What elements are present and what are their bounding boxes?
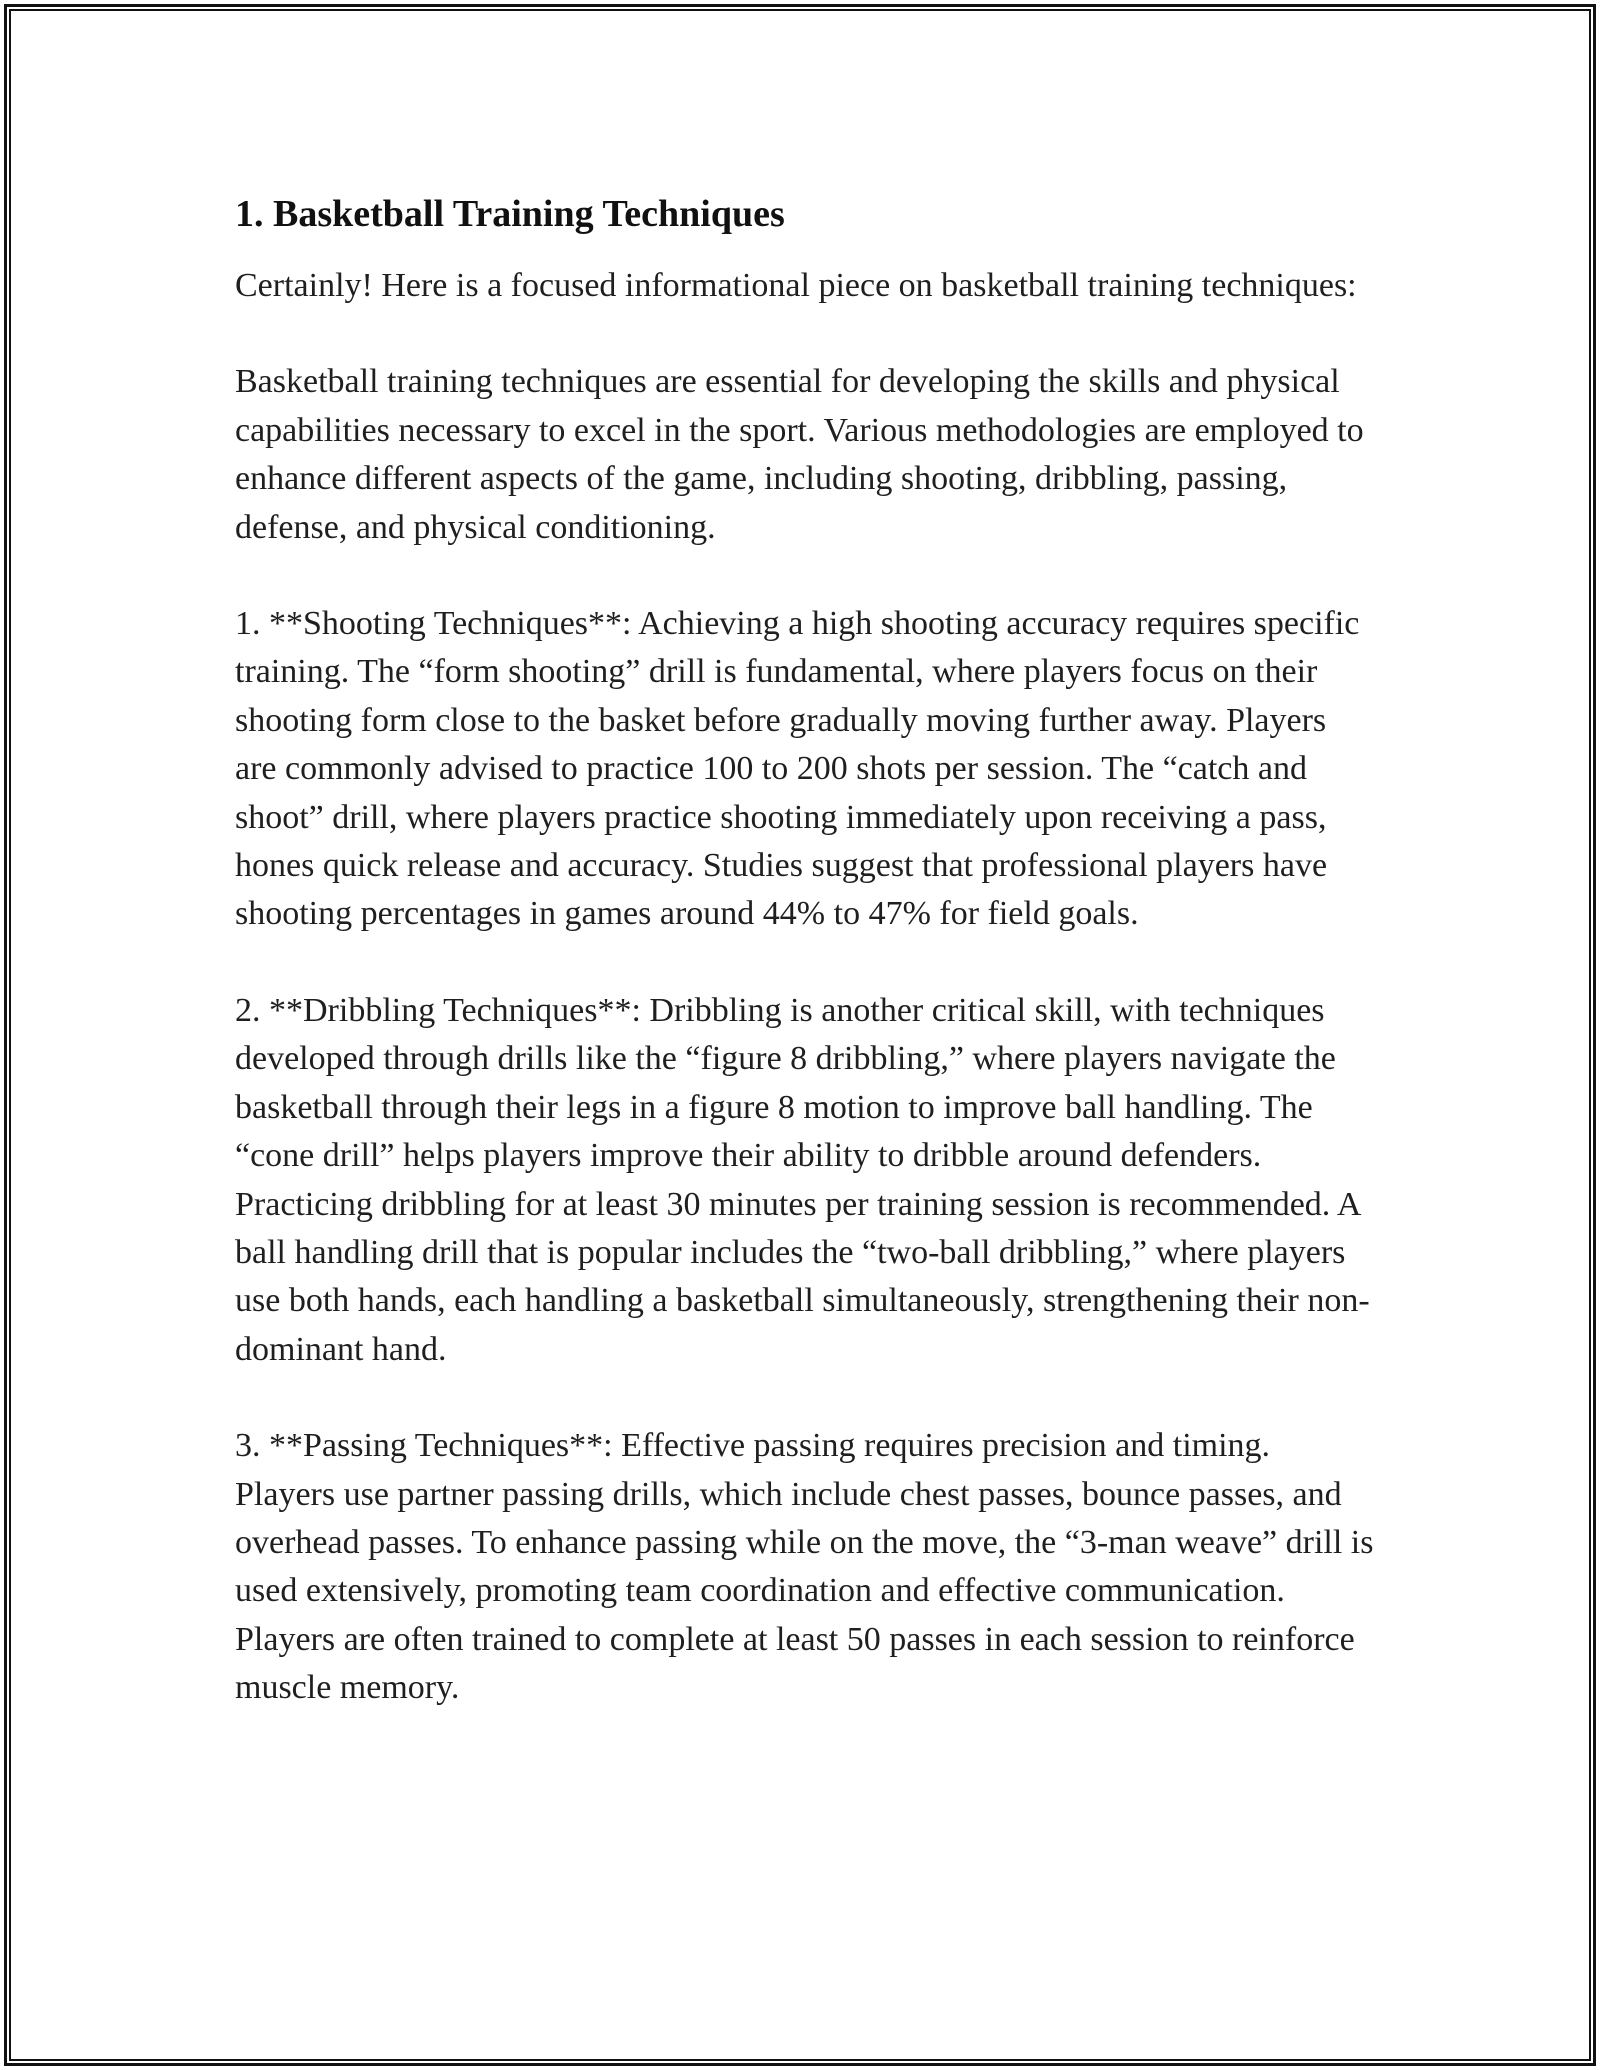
passing-paragraph: 3. **Passing Techniques**: Effective passing requires precision and timing. Players use partner passing drills, which include chest passes, bounce passes, and overhead passes. To enhance passing while on the move, the “3-man weave” drill is used extensively, promoting team coordination and effective communication. Players are often trained to complete at least 50 passes in each session to reinforce muscle memory. <box>235 1427 1374 1707</box>
document-body <box>235 188 1375 1761</box>
intro-paragraph: Certainly! Here is a focused informational piece on basketball training techniques: <box>235 267 1357 304</box>
shooting-paragraph: 1. **Shooting Techniques**: Achieving a high shooting accuracy requires specific training. The “form shooting” drill is fundamental, where players focus on their shooting form close to the basket before gradually moving further away. Players are commonly advised to practice 100 to 200 shots per session. The “catch and shoot” drill, where players practice shooting immediately upon receiving a pass, hones quick release and accuracy. Studies suggest that professional players have shooting percentages in games around 44% to 47% for field goals. <box>235 605 1360 933</box>
overview-paragraph: Basketball training techniques are essential for developing the skills and physical capabilities necessary to excel in the sport. Various methodologies are employed to enhance different aspects of the game, including shooting, dribbling, passing, defense, and physical conditioning. <box>235 363 1364 546</box>
dribbling-paragraph: 2. **Dribbling Techniques**: Dribbling is another critical skill, with techniques developed through drills like the “figure 8 dribbling,” where players navigate the basketball through their legs in a figure 8 motion to improve ball handling. The “cone drill” helps players improve their ability to dribble around defenders. Practicing dribbling for at least 30 minutes per training session is recommended. A ball handling drill that is popular includes the “two-ball dribbling,” where players use both hands, each handling a basketball simultaneously, strengthening their non-dominant hand. <box>235 991 1370 1368</box>
section-heading: 1. Basketball Training Techniques <box>235 193 785 235</box>
